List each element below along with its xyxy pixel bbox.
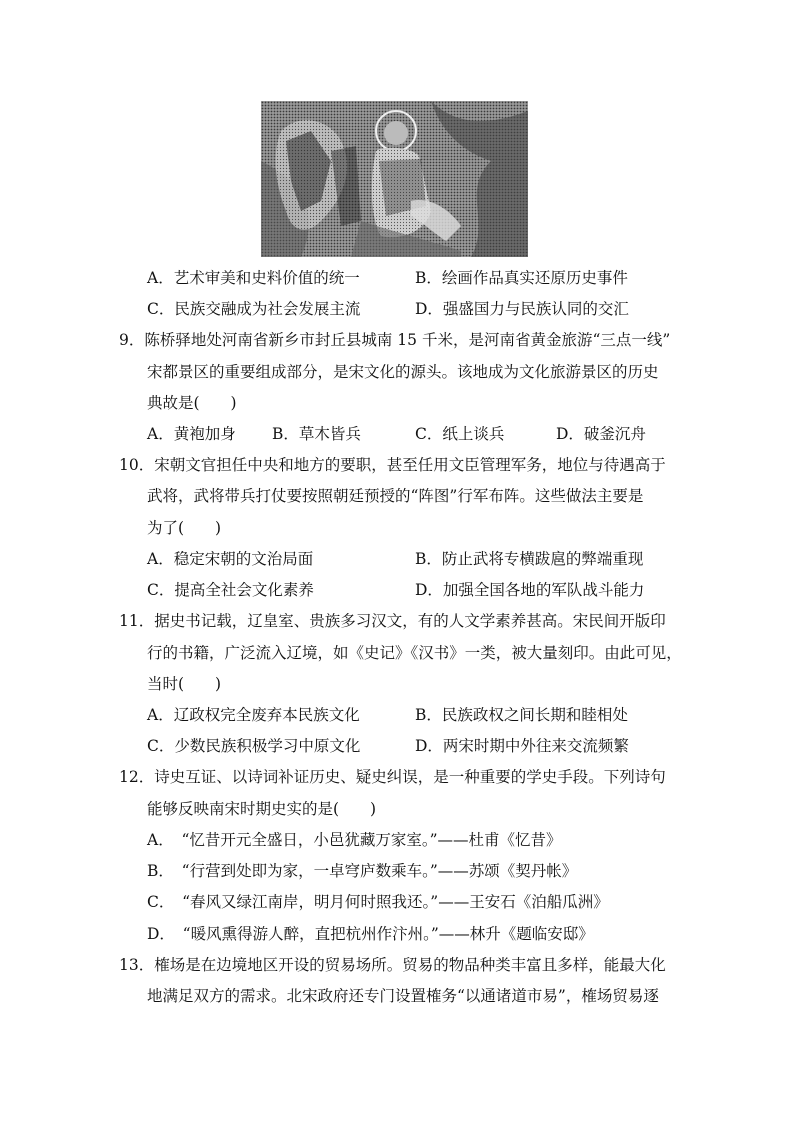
q12-option-a: A． “忆昔开元全盛日，小邑犹藏万家室。”——杜甫《忆昔》 [147, 831, 562, 849]
q9-stem-line-1: 9．陈桥驿地处河南省新乡市封丘县城南 15 千米，是河南省黄金旅游“三点一线” [119, 331, 671, 349]
q13-stem-line-1: 13．榷场是在边境地区开设的贸易场所。贸易的物品种类丰富且多样，能最大化 [119, 956, 666, 974]
q10-stem-line-3: 为了( ) [147, 519, 222, 537]
q12-stem-line-1: 12．诗史互证、以诗词补证历史、疑史纠误，是一种重要的学史手段。下列诗句 [119, 768, 666, 786]
q12-stem-line-2: 能够反映南宋时期史实的是( ) [147, 800, 377, 818]
q11-option-c: C．少数民族积极学习中原文化 [147, 737, 361, 755]
q10-stem-line-1: 10．宋朝文官担任中央和地方的要职，甚至任用文臣管理军务，地位与待遇高于 [119, 456, 666, 474]
q9-option-c: C．纸上谈兵 [415, 425, 505, 443]
q10-option-d: D．加强全国各地的军队战斗能力 [415, 581, 645, 599]
q9-option-d: D．破釜沉舟 [556, 425, 646, 443]
q10-option-b: B．防止武将专横跋扈的弊端重现 [415, 550, 644, 568]
q8-option-b: B．绘画作品真实还原历史事件 [415, 269, 628, 287]
q12-option-b: B． “行营到处即为家，一卓穹庐数乘车。”——苏颂《契丹帐》 [147, 862, 578, 880]
painting-illustration [261, 101, 528, 257]
q8-option-c: C．民族交融成为社会发展主流 [147, 300, 361, 318]
q8-option-a: A．艺术审美和史料价值的统一 [147, 269, 360, 287]
q10-option-c: C．提高全社会文化素养 [147, 581, 314, 599]
historical-painting-image [261, 101, 528, 257]
q10-option-a: A．稳定宋朝的文治局面 [147, 550, 314, 568]
q9-stem-line-2: 宋都景区的重要组成部分，是宋文化的源头。该地成为文化旅游景区的历史 [147, 363, 659, 381]
q11-option-d: D．两宋时期中外往来交流频繁 [415, 737, 629, 755]
q12-option-d: D． “暖风熏得游人醉，直把杭州作汴州。”——林升《题临安邸》 [147, 925, 594, 943]
q12-option-c: C． “春风又绿江南岸，明月何时照我还。”——王安石《泊船瓜洲》 [147, 893, 609, 911]
q8-option-d: D．强盛国力与民族认同的交汇 [415, 300, 629, 318]
q13-stem-line-2: 地满足双方的需求。北宋政府还专门设置榷务“以通诸道市易”，榷场贸易逐 [147, 987, 659, 1005]
q11-option-a: A．辽政权完全废弃本民族文化 [147, 706, 360, 724]
q11-option-b: B．民族政权之间长期和睦相处 [415, 706, 628, 724]
q9-option-b: B．草木皆兵 [272, 425, 361, 443]
q11-stem-line-1: 11．据史书记载，辽皇室、贵族多习汉文，有的人文学素养甚高。宋民间开版印 [119, 612, 666, 630]
q9-stem-line-3: 典故是( ) [147, 394, 237, 412]
q11-stem-line-3: 当时( ) [147, 675, 222, 693]
q10-stem-line-2: 武将，武将带兵打仗要按照朝廷预授的“阵图”行军布阵。这些做法主要是 [147, 487, 644, 505]
q11-stem-line-2: 行的书籍，广泛流入辽境，如《史记》《汉书》一类，被大量刻印。由此可见， [147, 644, 682, 662]
q9-option-a: A．黄袍加身 [147, 425, 236, 443]
